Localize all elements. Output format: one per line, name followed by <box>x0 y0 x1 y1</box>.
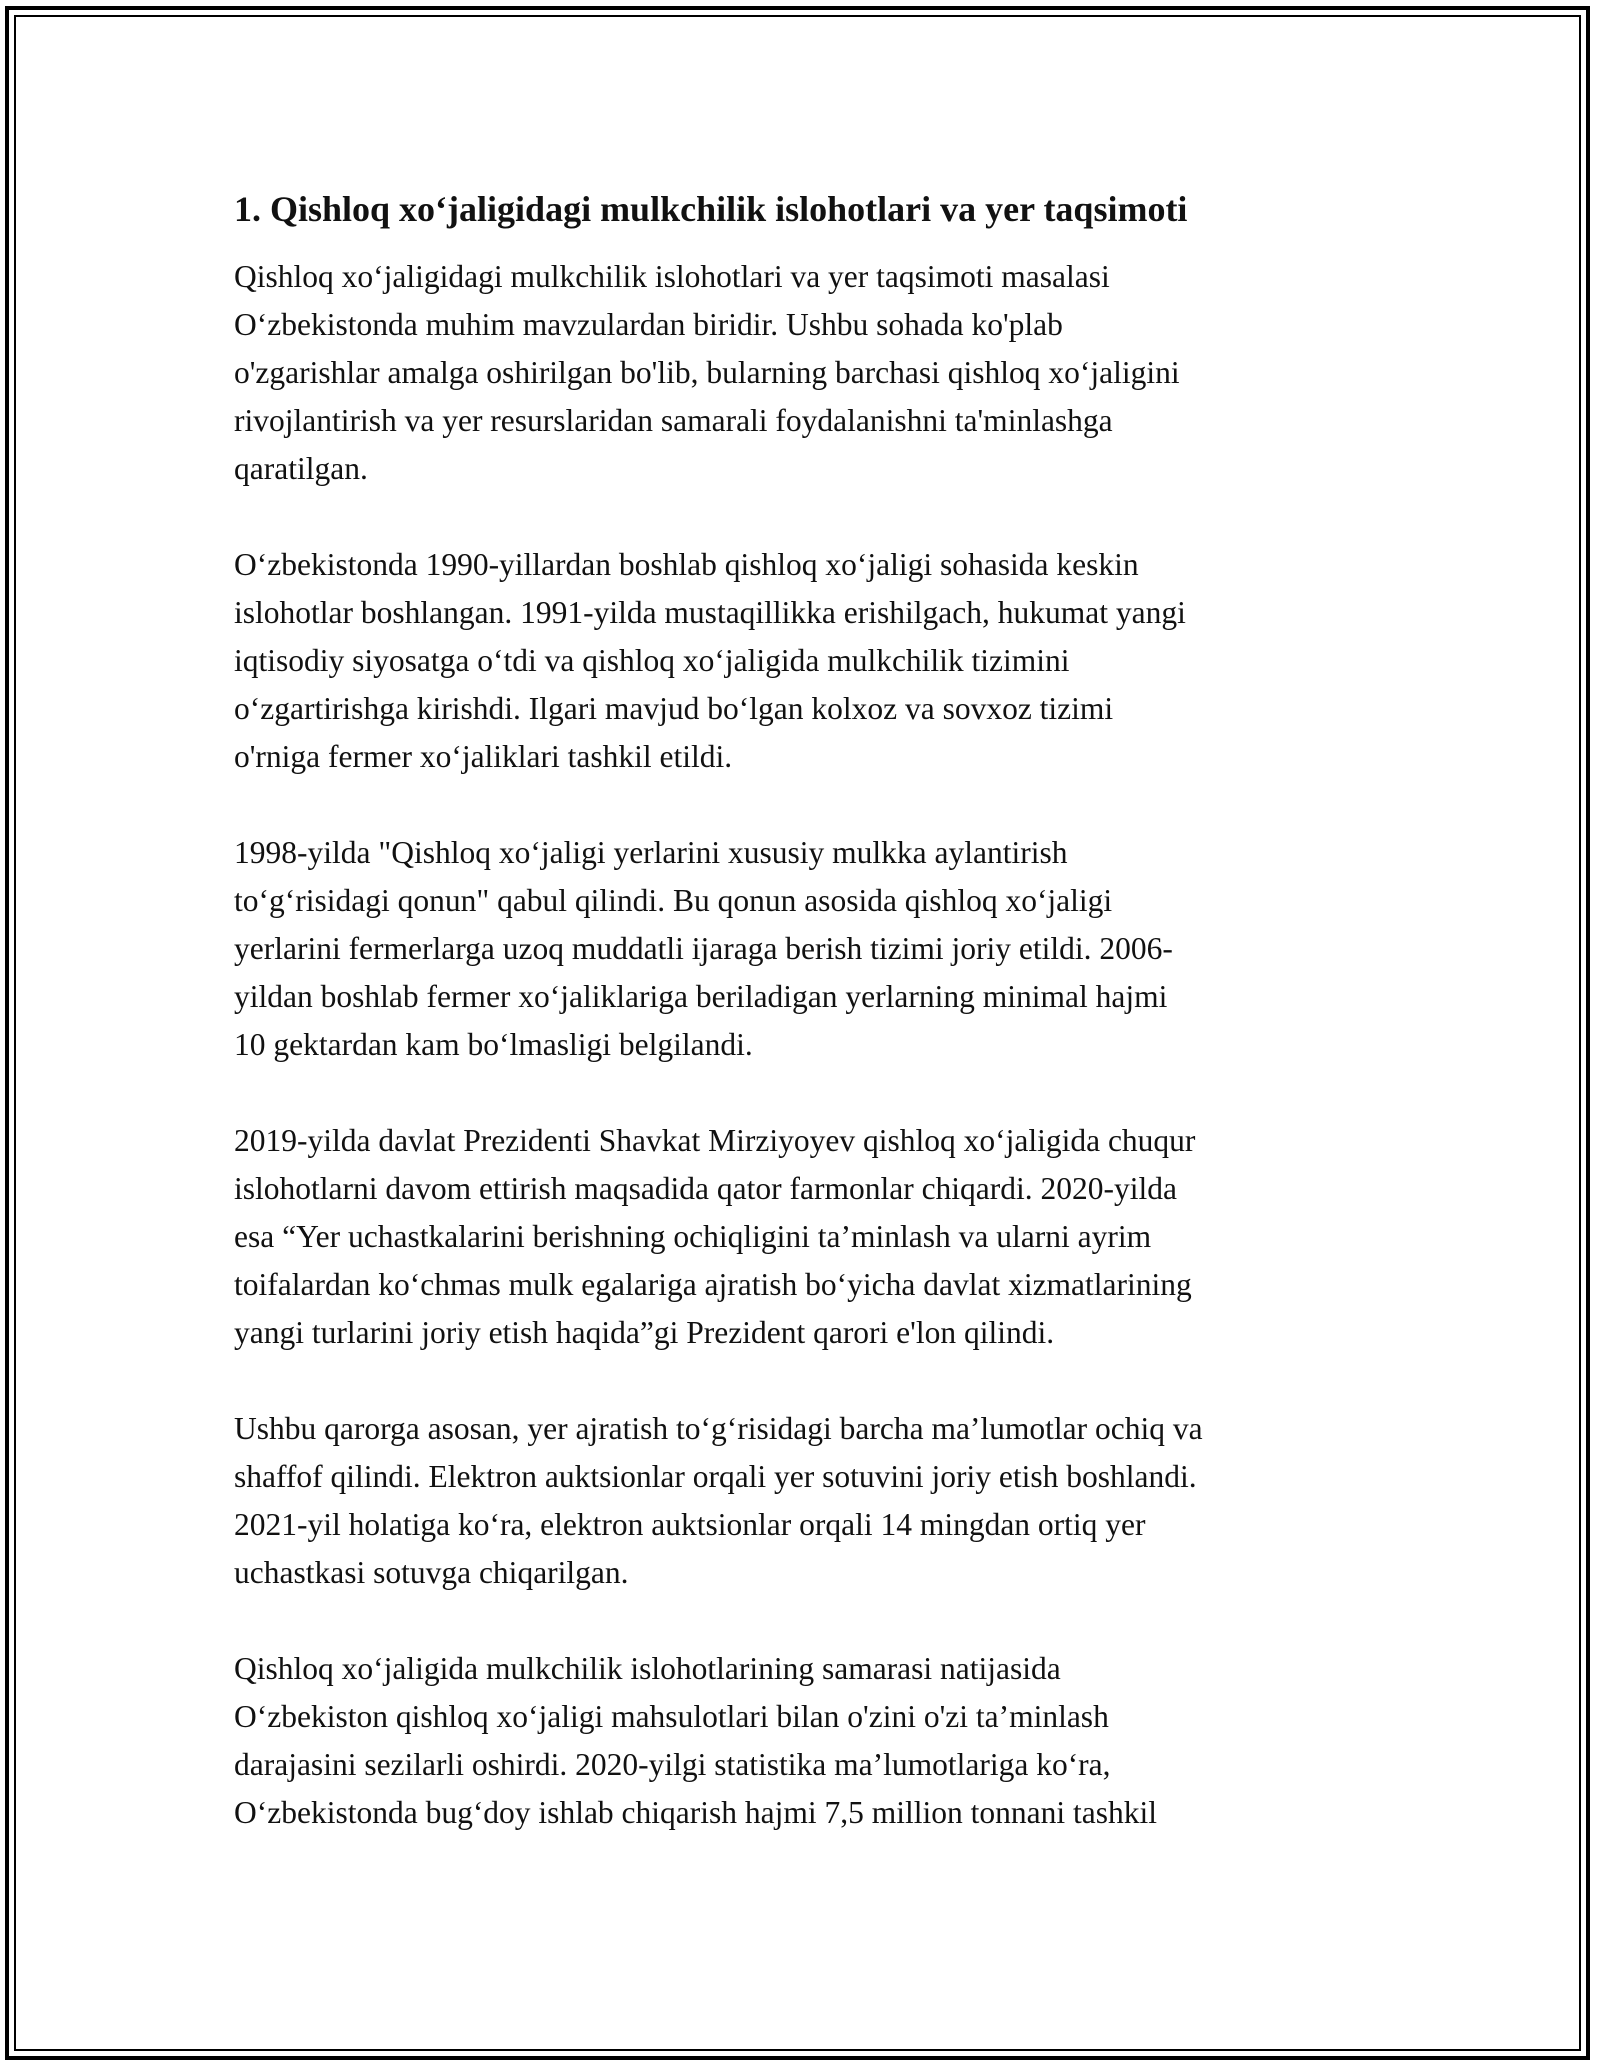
paragraph-line: Qishloq xo‘jaligida mulkchilik islohotlarining samarasi natijasida <box>234 1651 1061 1686</box>
paragraph-line: Qishloq xo‘jaligidagi mulkchilik islohotlari va yer taqsimoti masalasi <box>234 259 1110 294</box>
paragraph-line: 2019-yilda davlat Prezidenti Shavkat Mirziyoyev qishloq xo‘jaligida chuqur <box>234 1123 1196 1158</box>
paragraph-line: O‘zbekistonda bug‘doy ishlab chiqarish hajmi 7,5 million tonnani tashkil <box>234 1795 1157 1830</box>
paragraph-line: O‘zbekistonda 1990-yillardan boshlab qishloq xo‘jaligi sohasida keskin <box>234 547 1139 582</box>
paragraph-line: rivojlantirish va yer resurslaridan samarali foydalanishni ta'minlashga <box>234 403 1113 438</box>
paragraph-line: qaratilgan. <box>234 451 368 486</box>
paragraph-line: 10 gektardan kam bo‘lmasligi belgilandi. <box>234 1027 753 1062</box>
paragraph <box>234 1645 1384 1837</box>
document-body <box>234 185 1384 1885</box>
paragraph-line: 2021-yil holatiga ko‘ra, elektron auktsionlar orqali 14 mingdan ortiq yer <box>234 1507 1146 1542</box>
paragraph-line: esa “Yer uchastkalarini berishning ochiqligini ta’minlash va ularni ayrim <box>234 1219 1152 1254</box>
paragraph-line: yangi turlarini joriy etish haqida”gi Prezident qarori e'lon qilindi. <box>234 1315 1055 1350</box>
paragraph <box>234 829 1384 1069</box>
paragraph-line: Ushbu qarorga asosan, yer ajratish to‘g‘risidagi barcha ma’lumotlar ochiq va <box>234 1411 1203 1446</box>
paragraph-line: toifalardan ko‘chmas mulk egalariga ajratish bo‘yicha davlat xizmatlarining <box>234 1267 1192 1302</box>
paragraph-line: islohotlar boshlangan. 1991-yilda mustaqillikka erishilgach, hukumat yangi <box>234 595 1186 630</box>
paragraph-line: iqtisodiy siyosatga o‘tdi va qishloq xo‘jaligida mulkchilik tizimini <box>234 643 1070 678</box>
paragraph-line: yildan boshlab fermer xo‘jaliklariga beriladigan yerlarning minimal hajmi <box>234 979 1168 1014</box>
paragraph-line: shaffof qilindi. Elektron auktsionlar orqali yer sotuvini joriy etish boshlandi. <box>234 1459 1197 1494</box>
paragraph-line: o‘zgartirishga kirishdi. Ilgari mavjud bo‘lgan kolxoz va sovxoz tizimi <box>234 691 1114 726</box>
paragraph-line: O‘zbekistonda muhim mavzulardan biridir. Ushbu sohada ko'plab <box>234 307 1063 342</box>
paragraph-line: uchastkasi sotuvga chiqarilgan. <box>234 1555 629 1590</box>
paragraph-line: o'rniga fermer xo‘jaliklari tashkil etildi. <box>234 739 733 774</box>
paragraph-line: darajasini sezilarli oshirdi. 2020-yilgi statistika ma’lumotlariga ko‘ra, <box>234 1747 1111 1782</box>
paragraph-line: 1998-yilda "Qishloq xo‘jaligi yerlarini xususiy mulkka aylantirish <box>234 835 1068 870</box>
paragraph-line: O‘zbekiston qishloq xo‘jaligi mahsulotlari bilan o'zini o'zi ta’minlash <box>234 1699 1109 1734</box>
paragraph <box>234 541 1384 781</box>
paragraph-line: islohotlarni davom ettirish maqsadida qator farmonlar chiqardi. 2020-yilda <box>234 1171 1178 1206</box>
paragraph <box>234 253 1384 493</box>
paragraph-line: to‘g‘risidagi qonun" qabul qilindi. Bu qonun asosida qishloq xo‘jaligi <box>234 883 1113 918</box>
paragraph-line: yerlarini fermerlarga uzoq muddatli ijaraga berish tizimi joriy etildi. 2006- <box>234 931 1173 966</box>
paragraph <box>234 1117 1384 1357</box>
section-heading: 1. Qishloq xo‘jaligidagi mulkchilik islohotlari va yer taqsimoti <box>234 189 1188 229</box>
paragraph-line: o'zgarishlar amalga oshirilgan bo'lib, bularning barchasi qishloq xo‘jaligini <box>234 355 1180 390</box>
paragraph-list <box>234 253 1384 1837</box>
paragraph <box>234 1405 1384 1597</box>
